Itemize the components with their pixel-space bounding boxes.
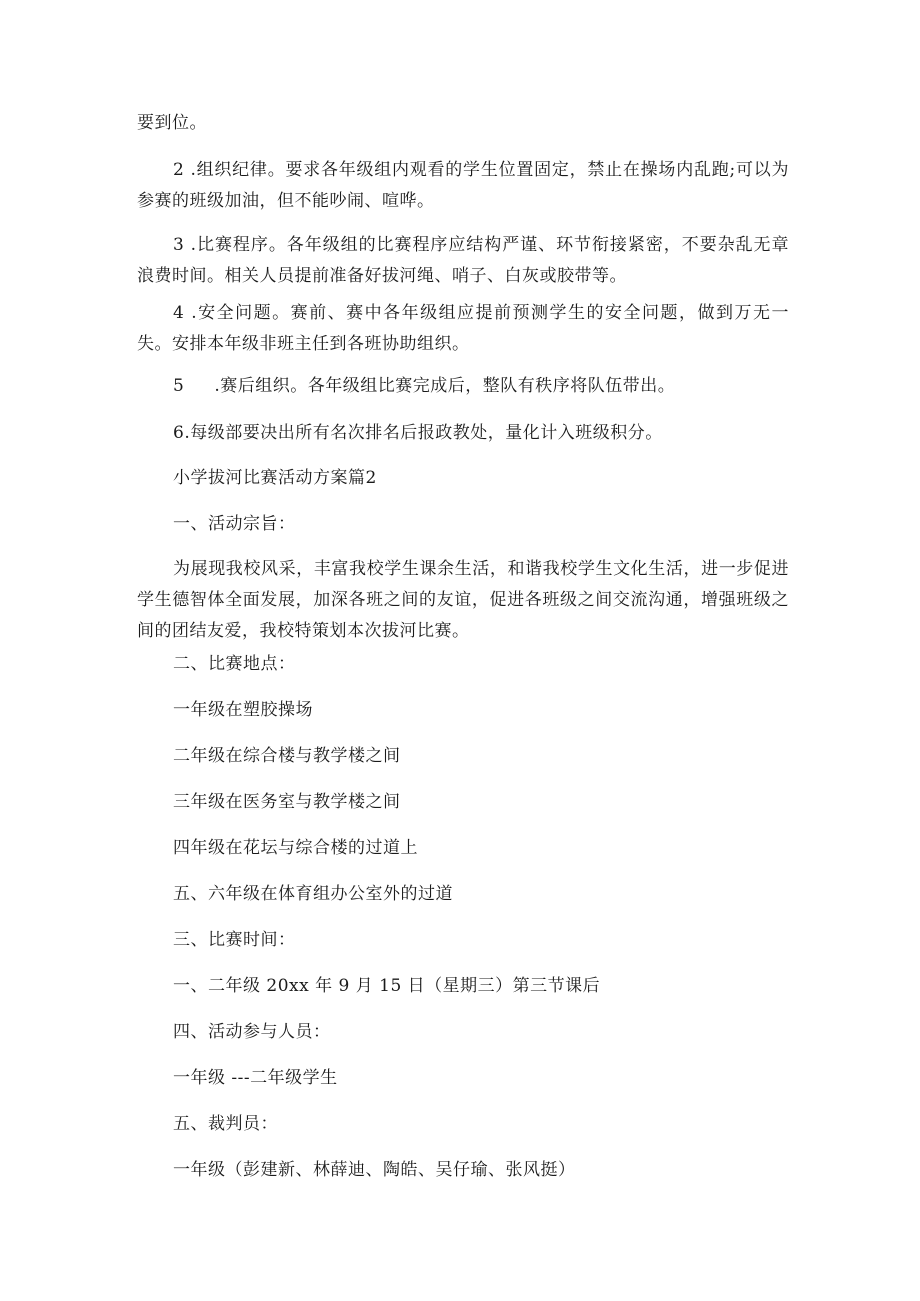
- venue-grade-5-6: 五、六年级在体育组办公室外的过道: [173, 884, 453, 904]
- venue-grade-1: 一年级在塑胶操场: [173, 700, 313, 720]
- item-5-number: 5: [173, 376, 185, 396]
- section-3-title: 三、比赛时间：: [173, 930, 296, 950]
- match-time: 一、二年级 20xx 年 9 月 15 日（星期三）第三节课后: [173, 976, 601, 996]
- paragraph-continuation: 要到位。: [137, 113, 207, 133]
- paragraph-item-5: [173, 374, 675, 398]
- section-heading: 小学拔河比赛活动方案篇2: [173, 468, 377, 488]
- referees-grade-1: 一年级（彭建新、林薛迪、陶皓、吴仔瑜、张风挺）: [173, 1160, 576, 1180]
- venue-grade-3: 三年级在医务室与教学楼之间: [173, 792, 401, 812]
- paragraph-item-3: 3 .比赛程序。各年级组的比赛程序应结构严谨、环节衔接紧密，不要杂乱无章浪费时间。相关人员提前准备好拔河绳、哨子、白灰或胶带等。: [137, 235, 789, 286]
- paragraph-item-6: 6.每级部要决出所有名次排名后报政教处，量化计入班级积分。: [173, 423, 663, 443]
- venue-grade-4: 四年级在花坛与综合楼的过道上: [173, 838, 418, 858]
- section-5-title: 五、裁判员：: [173, 1114, 278, 1134]
- item-5-text: .赛后组织。各年级组比赛完成后，整队有秩序将队伍带出。: [214, 376, 676, 396]
- venue-grade-2: 二年级在综合楼与教学楼之间: [173, 746, 401, 766]
- participants: 一年级 ---二年级学生: [173, 1068, 338, 1088]
- section-1-body: 为展现我校风采，丰富我校学生课余生活，和谐我校学生文化生活，进一步促进学生德智体全面发展，加深各班之间的友谊，促进各班级之间交流沟通，增强班级之间的团结友爱，我校特策划本次拔河比赛。: [137, 559, 789, 641]
- section-2-title: 二、比赛地点：: [173, 654, 296, 674]
- paragraph-item-4: 4 .安全问题。赛前、赛中各年级组应提前预测学生的安全问题，做到万无一失。安排本年级非班主任到各班协助组织。: [137, 303, 789, 354]
- section-1-title: 一、活动宗旨：: [173, 514, 296, 534]
- section-4-title: 四、活动参与人员：: [173, 1022, 331, 1042]
- paragraph-item-2: 2 .组织纪律。要求各年级组内观看的学生位置固定，禁止在操场内乱跑;可以为参赛的班级加油，但不能吵闹、喧哗。: [137, 160, 789, 211]
